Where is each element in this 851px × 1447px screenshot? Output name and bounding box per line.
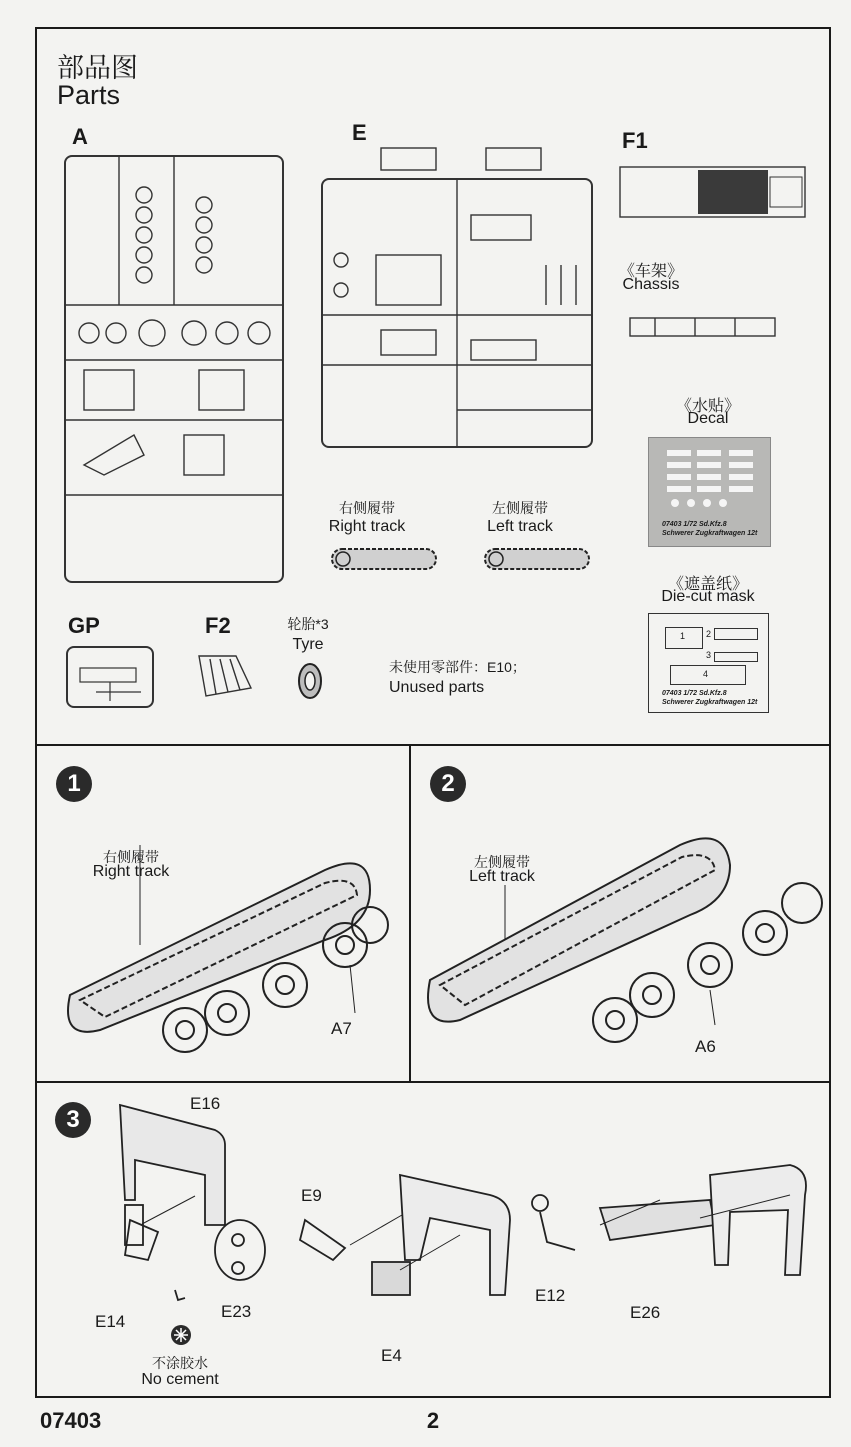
mask-piece-2 <box>714 628 758 640</box>
mask-label-3: 3 <box>706 650 712 660</box>
sprue-a-drawing <box>64 155 284 583</box>
section-divider <box>35 744 831 746</box>
mask-label-zh: 《遮盖纸》 <box>667 576 749 593</box>
sprue-gp-label: GP <box>68 613 100 638</box>
step-2-badge: 2 <box>430 766 466 802</box>
step-1-badge: 1 <box>56 766 92 802</box>
step-3-part-e26: E26 <box>630 1303 661 1322</box>
step-2-track-zh: 左侧履带 <box>474 854 530 870</box>
sprue-f2-label: F2 <box>205 613 231 638</box>
step-1-track-zh: 右侧履带 <box>103 849 159 865</box>
sprue-e-label: E <box>352 120 367 145</box>
decal-items <box>655 448 765 513</box>
tyre-label-zh: 轮胎*3 <box>287 616 329 632</box>
chassis-label-en: Chassis <box>622 276 680 293</box>
f2-part-drawing <box>196 652 254 700</box>
mask-caption-1: 07403 1/72 Sd.Kfz.8 <box>662 690 727 697</box>
right-track-label-zh: 右侧履带 <box>339 500 395 516</box>
chassis-label-zh: 《车架》 <box>618 263 684 280</box>
decal-label-en: Decal <box>687 410 729 427</box>
unused-parts-zh: 未使用零部件：E10； <box>389 659 526 675</box>
step-divider <box>409 744 411 1081</box>
tyre-part <box>296 662 324 700</box>
step-3-illustration <box>100 1100 820 1360</box>
sprue-e-drawing <box>321 140 593 450</box>
decal-label-zh: 《水贴》 <box>675 398 741 415</box>
page-number: 2 <box>426 1408 440 1433</box>
unused-parts-en: Unused parts <box>389 679 485 696</box>
mask-label-en: Die-cut mask <box>661 588 755 605</box>
left-track-label-zh: 左侧履带 <box>492 500 548 516</box>
step-3-part-e9: E9 <box>301 1186 322 1205</box>
step-1-track-en: Right track <box>92 863 170 880</box>
right-track-part <box>330 546 438 572</box>
mask-label-4: 4 <box>703 669 709 679</box>
f1-chassis-drawing <box>620 162 810 222</box>
no-cement-icon <box>170 1324 192 1346</box>
step-1-part: A7 <box>331 1019 352 1038</box>
kit-number: 07403 <box>40 1408 102 1433</box>
sprue-gp-drawing <box>66 646 154 708</box>
decal-caption-1: 07403 1/72 Sd.Kfz.8 <box>662 521 727 528</box>
mask-label-1: 1 <box>680 631 686 641</box>
parts-title-zh: 部品图 <box>57 53 138 83</box>
step-3-part-e16: E16 <box>190 1094 221 1113</box>
left-track-label-en: Left track <box>487 518 553 535</box>
left-track-part <box>483 546 591 572</box>
step-3-part-e4: E4 <box>381 1346 402 1365</box>
tyre-label-en: Tyre <box>292 636 324 653</box>
step-2-illustration <box>420 815 830 1070</box>
mask-label-2: 2 <box>706 629 712 639</box>
decal-caption-2: Schwerer Zugkraftwagen 12t <box>662 530 758 537</box>
step-3-badge: 3 <box>55 1102 91 1138</box>
sprue-a-label: A <box>72 124 88 149</box>
sprue-f1-label: F1 <box>622 128 648 153</box>
parts-title-en: Parts <box>57 80 121 110</box>
section-divider <box>35 1081 831 1083</box>
mask-piece-3 <box>714 652 758 662</box>
chassis-frame-drawing <box>625 312 780 342</box>
mask-caption-2: Schwerer Zugkraftwagen 12t <box>662 699 758 706</box>
step-3-part-e23: E23 <box>221 1302 252 1321</box>
no-cement-en: No cement <box>141 1371 219 1388</box>
no-cement-zh: 不涂胶水 <box>152 1355 208 1371</box>
step-2-track-en: Left track <box>469 868 535 885</box>
right-track-label-en: Right track <box>328 518 406 535</box>
step-3-part-e14: E14 <box>95 1312 126 1331</box>
step-3-part-e12: E12 <box>535 1286 566 1305</box>
step-2-part: A6 <box>695 1037 716 1056</box>
